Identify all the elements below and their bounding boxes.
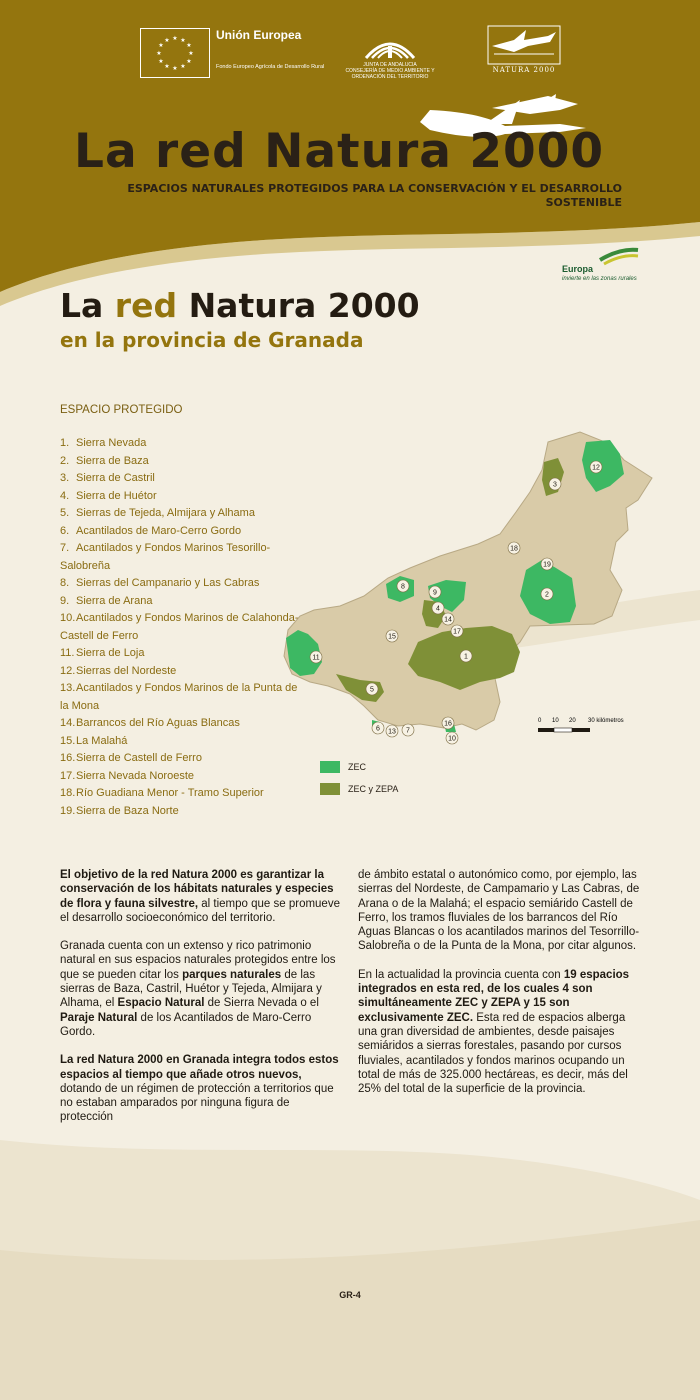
protected-space-item <box>60 680 300 715</box>
protected-space-name: Sierras del Campanario y Las Cabras <box>76 577 260 589</box>
protected-space-number: 7. <box>60 542 70 554</box>
protected-space-number: 14. <box>60 717 76 729</box>
protected-space-item <box>60 575 300 593</box>
protected-space-name: La Malahá <box>76 734 128 747</box>
protected-space-number: 6. <box>60 524 70 537</box>
zec-zepa-swatch <box>320 783 340 795</box>
protected-space-number: 2. <box>60 454 70 467</box>
map-marker-label: 4 <box>436 605 440 613</box>
junta-department: CONSEJERÍA DE MEDIO AMBIENTE Y ORDENACIÓN DEL TERRITORIO <box>345 68 435 80</box>
svg-text:★: ★ <box>186 42 192 49</box>
svg-text:★: ★ <box>180 37 186 44</box>
svg-text:★: ★ <box>180 63 186 70</box>
europa-sub-label: invierte en las zonas rurales <box>562 276 637 282</box>
map-marker-label: 5 <box>370 686 374 694</box>
main-title: La red Natura 2000 <box>74 124 605 179</box>
protected-space-number: 4. <box>60 489 70 502</box>
protected-space-name: Sierra de Arana <box>76 594 153 607</box>
legend-zec: ZEC <box>320 756 398 778</box>
scale-tick-0: 0 <box>538 718 542 724</box>
protected-space-item <box>60 733 300 751</box>
protected-space-name: Acantilados de Maro-Cerro Gordo <box>76 524 242 537</box>
granada-province-map <box>280 420 660 750</box>
protected-space-item <box>60 593 300 611</box>
section-subtitle: en la provincia de Granada <box>60 328 364 352</box>
svg-text:★: ★ <box>164 63 170 70</box>
protected-space-name: Acantilados y Fondos Marinos Tesorillo-Salobreña <box>60 542 271 572</box>
protected-space-number: 13. <box>60 682 76 694</box>
map-marker-label: 7 <box>406 727 410 735</box>
protected-space-item <box>60 750 300 768</box>
protected-space-number: 17. <box>60 769 76 782</box>
protected-space-name: Sierra de Castell de Ferro <box>76 752 202 764</box>
scale-bar <box>538 718 624 732</box>
junta-name: JUNTA DE ANDALUCIA <box>363 62 417 68</box>
protected-space-item <box>60 803 300 821</box>
eu-title: Unión Europea <box>216 28 302 42</box>
map-marker-label: 6 <box>376 725 380 733</box>
protected-space-name: Sierra de Baza Norte <box>76 804 179 817</box>
europa-label: Europa <box>562 264 594 274</box>
svg-text:★: ★ <box>164 37 170 44</box>
protected-space-name: Sierra de Loja <box>76 647 145 659</box>
protected-space-item <box>60 453 300 471</box>
paragraph-4: de ámbito estatal o autonómico como, por ejemplo, las sierras del Nordeste, de Campamario y Las Cabras, de Arana o de la Malahá; el espacio semiárido Castell de Ferro, los tramos fluviales de los barrancos del Río Aguas Blancas o los acantilados marinos del Tesorrillo-Salobreña o de la Punta de la Mona, por citar algunos. <box>358 869 640 953</box>
protected-space-name: Sierras de Tejeda, Almijara y Alhama <box>76 507 255 519</box>
paragraph-5: En la actualidad la provincia cuenta con 19 espacios integrados en esta red, de los cuales 4 son simultáneamente ZEC y ZEPA y 15 son exclusivamente ZEC. Esta red de espacios alberga una gran diversidad de ambientes, desde paisajes semiáridos a sierras forestales, pasando por cursos fluviales, acantilados y fondos marinos ocupando un total de más de 325.000 hectáreas, es decir, más del 25% del total de la superficie de la provincia. <box>358 968 630 1096</box>
protected-space-number: 16. <box>60 752 76 764</box>
svg-text:★: ★ <box>186 58 192 65</box>
svg-text:★: ★ <box>156 50 162 57</box>
map-marker-label: 10 <box>448 735 456 743</box>
map-marker-label: 2 <box>545 591 549 599</box>
protected-space-item <box>60 470 300 488</box>
section-title: La red Natura 2000 <box>60 286 420 325</box>
map-legend <box>320 756 398 800</box>
protected-space-name: Barrancos del Río Aguas Blancas <box>76 717 240 729</box>
paragraph-2: Granada cuenta con un extenso y rico patrimonio natural en sus espacios naturales protegidos entre los que se pueden citar los parques naturales de las sierras de Baza, Castril, Huétor y Tejeda, Almijara y Alhama, el Espacio Natural de Sierra Nevada o el Paraje Natural de los Acantilados de Maro-Cerro Gordo. <box>60 940 336 1038</box>
protected-space-item <box>60 768 300 786</box>
protected-space-name: Río Guadiana Menor - Tramo Superior <box>76 787 264 799</box>
protected-space-item <box>60 610 300 645</box>
protected-space-item <box>60 663 300 681</box>
section-title-accent: red <box>114 286 178 325</box>
protected-space-item <box>60 488 300 506</box>
paragraph-1: El objetivo de la red Natura 2000 es garantizar la conservación de los hábitats naturales y especies de flora y fauna silvestre, al tiempo que se promueve el desarrollo socioeconómico del territorio. <box>60 869 340 924</box>
map-marker-label: 13 <box>388 728 396 736</box>
protected-space-number: 9. <box>60 594 70 607</box>
map-marker-label: 3 <box>553 481 557 489</box>
paragraph-3: La red Natura 2000 en Granada integra todos estos espacios al tiempo que añade otros nuevos, dotando de un régimen de protección a territorios que no estaban amparados por ninguna figura de protección <box>60 1054 339 1124</box>
protected-space-name: Sierra de Baza <box>76 454 149 467</box>
body-column-right <box>358 868 642 1110</box>
map-marker-label: 16 <box>444 720 452 728</box>
protected-space-number: 5. <box>60 507 70 519</box>
protected-space-number: 19. <box>60 804 76 817</box>
protected-space-name: Sierra Nevada Noroeste <box>76 769 195 782</box>
protected-space-number: 11. <box>60 647 75 659</box>
svg-text:★: ★ <box>158 42 164 49</box>
map-marker-label: 12 <box>592 464 600 472</box>
protected-space-name: Acantilados y Fondos Marinos de Calahonda-Castell de Ferro <box>60 612 299 642</box>
map-marker-label: 14 <box>444 616 452 624</box>
protected-space-number: 10. <box>60 612 76 624</box>
protected-space-number: 3. <box>60 472 70 484</box>
map-marker-label: 19 <box>543 561 551 569</box>
scale-tick-30: 30 kilómetros <box>588 718 624 724</box>
map-marker-label: 18 <box>510 545 518 553</box>
zec-swatch <box>320 761 340 773</box>
protected-space-item <box>60 785 300 803</box>
body-column-left <box>60 868 342 1139</box>
protected-space-item <box>60 505 300 523</box>
scale-tick-20: 20 <box>569 718 576 724</box>
protected-space-item <box>60 540 300 575</box>
svg-text:★: ★ <box>172 35 178 42</box>
protected-space-name: Sierra de Castril <box>76 472 155 484</box>
scale-tick-10: 10 <box>552 718 559 724</box>
protected-spaces-list <box>60 435 300 820</box>
protected-space-name: Sierra Nevada <box>76 437 147 449</box>
protected-space-item <box>60 435 300 453</box>
legend-zec-zepa: ZEC y ZEPA <box>320 778 398 800</box>
protected-space-name: Acantilados y Fondos Marinos de la Punta de la Mona <box>60 682 298 712</box>
svg-text:★: ★ <box>188 50 194 57</box>
protected-space-item <box>60 715 300 733</box>
map-marker-label: 9 <box>433 589 437 597</box>
protected-space-name: Sierras del Nordeste <box>76 664 177 677</box>
map-marker-label: 17 <box>453 628 461 636</box>
panel-code: GR-4 <box>339 1290 361 1300</box>
svg-text:★: ★ <box>158 58 164 65</box>
protected-space-number: 8. <box>60 577 70 589</box>
svg-text:★: ★ <box>172 65 178 72</box>
natura-2000-logo-text: NATURA 2000 <box>492 66 556 74</box>
map-marker-label: 15 <box>388 633 396 641</box>
map-marker-label: 1 <box>464 653 468 661</box>
protected-space-item <box>60 523 300 541</box>
protected-space-number: 12. <box>60 664 76 677</box>
protected-space-item <box>60 645 300 663</box>
protected-space-name: Sierra de Huétor <box>76 489 157 502</box>
map-marker-label: 8 <box>401 583 405 591</box>
map-marker-label: 11 <box>312 654 320 662</box>
eu-flag-logo <box>140 28 210 78</box>
protected-space-number: 15. <box>60 734 76 747</box>
eu-fund-label: Fondo Europeo Agrícola de Desarrollo Rural <box>216 64 325 70</box>
main-subtitle: ESPACIOS NATURALES PROTEGIDOS PARA LA CONSERVACIÓN Y EL DESARROLLO SOSTENIBLE <box>127 182 622 209</box>
protected-space-heading: ESPACIO PROTEGIDO <box>60 404 183 416</box>
protected-space-number: 1. <box>60 437 70 449</box>
junta-andalucia-logo <box>330 28 450 84</box>
protected-space-number: 18. <box>60 787 76 799</box>
